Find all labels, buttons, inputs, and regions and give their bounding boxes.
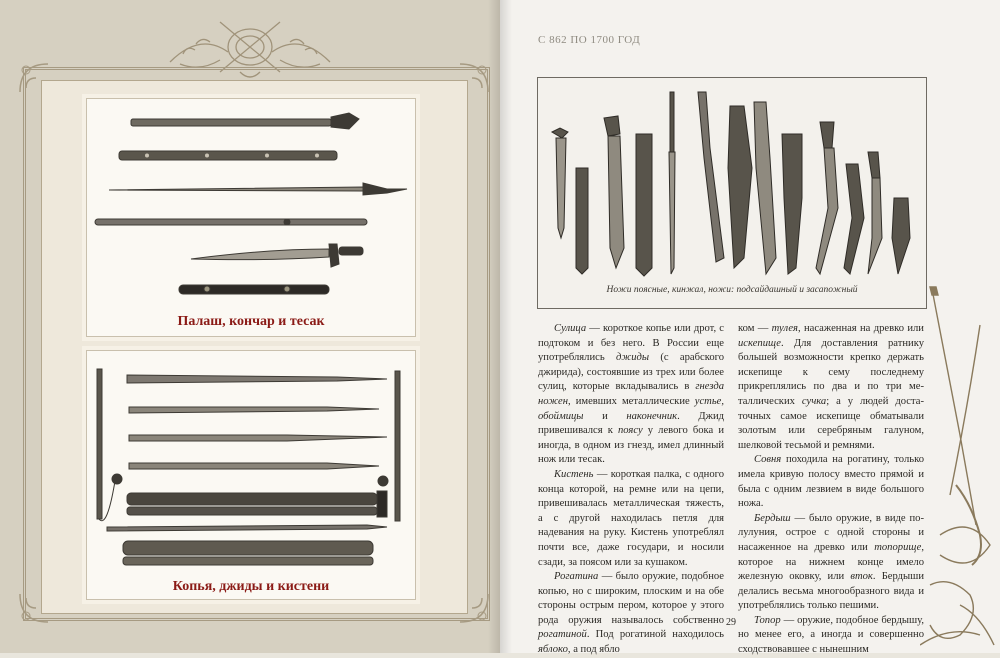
text-column-2 <box>738 322 924 658</box>
swords-plate <box>86 98 416 337</box>
page-number: 29 <box>726 617 736 628</box>
weapons-side-ornament <box>920 285 1000 653</box>
knives-plate <box>537 77 927 309</box>
paragraph-sulitsa: Сулица — короткое копье или дрот, с подтоком и без него. В России еще употреблялись джиды (с арабского джирида), состоявшие из трех или более сулиц, которые вкладывались в гнезда ножен, имевших металлические устье, обоймицы и наконечник. Джид привешивался к поясу у левого бока и иногда, в одном из гнезд, имел длинный нож или тесак. <box>538 323 725 466</box>
plate-caption-spears: Копья, джиды и кистени <box>172 579 330 594</box>
book-gutter <box>488 0 512 653</box>
paragraph-rogatina: Рогатина — было оружие, подобное копью, но с широким, плоским и на обе стороны острым пером, которое у этого рода оружия называлось собственно рогатиной. Под рогатиной находилось яблоко, а под ябло <box>538 571 724 656</box>
spears-illustration <box>87 351 415 576</box>
paragraph-kisten: Кистень — короткая палка, с одного конца которой, на ремне или на цепи, привешивалась металлическая тяжесть, а с другой находилась петля для надевания на руку. Кистень употреблял почти все, даже государи, и носили сзади, за поясом или за кушаком. <box>538 468 724 568</box>
running-head: С 862 ПО 1700 ГОД <box>538 34 641 46</box>
knives-caption: Ножи поясные, кинжал, ножи: подсайдашный и засапожный <box>606 285 858 295</box>
swords-illustration <box>87 99 415 309</box>
paragraph-berdysh: Бердыш — было оружие, в виде полулуния, острое с одной стороны и насаженное на древко или топорище, которое на нижнем конце имело железную оковку, или вток. Бердыши делались весьма многообразного вида и употреблялись только пешими. <box>738 512 924 612</box>
spears-plate <box>86 350 416 600</box>
knives-illustration <box>538 78 926 278</box>
paragraph-sovnya: Совня походила на рогатину, только имела кривую полосу вместо прямой и была с одним лезвием в виде большого ножа. <box>738 454 924 510</box>
plate-caption-swords: Палаш, кончар и тесак <box>177 314 325 329</box>
text-column-1 <box>538 322 724 658</box>
paragraph-topor: Топор — оружие, подобное бердышу, но менее его, а иногда и совершенно сходствовавшее с нынешним <box>738 614 924 656</box>
paragraph-rogatina-cont: ком — тулея, насаженная на древко или искепище. Для доставления ратнику большей возможности крепко держать искепище к сему последнему прикреплялись по два и по три металлических сучка; а у людей достаточных самое искепище обматывали золотым или серебряным галуном, шелковой тесьмой и ремнями. <box>738 323 925 451</box>
left-page <box>0 0 500 653</box>
